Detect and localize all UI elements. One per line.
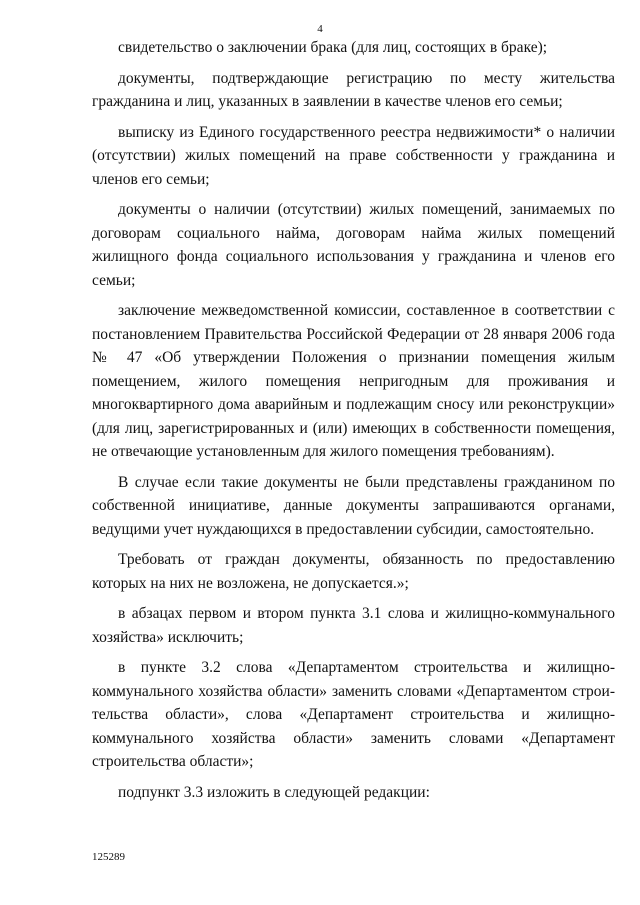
paragraph-interdepartmental-commission: заключение межведомственной комиссии, составленное в соответствии с постановлением Правительства Российской Федерации от 28 января 2006 года № 47 «Об утверждении Положения о признании помещения жилым помещением, жилого помещения непригодным для проживания и многоквартирного дома аварийным и подлежащим сносу или реконструкции» (для лиц, зарегистрированных и (или) имеющих в собственности помещения, не отвечающие установленным для жилого помещения требованиям). [92, 302, 615, 460]
paragraph-document-request: В случае если такие документы не были представлены гражданином по собственной инициативе, данные документы запрашиваются органами, ведущими учет нуждающихся в предоставлении субсидии, самостоятельно. [92, 473, 615, 538]
page-number: 4 [317, 23, 323, 35]
paragraph-registration-documents: документы, подтверждающие регистрацию по месту жительства гражданина и лиц, указанных в заявлении в качестве членов его семьи; [92, 69, 615, 110]
document-code: 125289 [92, 851, 125, 863]
paragraph-amendment-3-3: подпункт 3.3 изложить в следующей редакции: [118, 783, 430, 801]
paragraph-amendment-3-1: в абзацах первом и втором пункта 3.1 слова и жилищно-коммунального хозяйства» исключить; [92, 605, 615, 646]
paragraph-registry-extract: выписку из Единого государственного реестра недвижимости* о наличии (отсутствии) жилых помещений на праве собственности у гражданина и членов его семьи; [92, 123, 615, 188]
paragraph-marriage-certificate: свидетельство о заключении брака (для лиц, состоящих в браке); [118, 39, 548, 56]
paragraph-prohibition: Требовать от граждан документы, обязанность по предоставлению которых на них не возложена, не допускается.»; [92, 551, 615, 592]
paragraph-amendment-3-2: в пункте 3.2 слова «Департаментом строительства и жилищно-коммунального хозяйства области» заменить словами «Департаментом строительства области», слова «Департамент строительства и жилищно-коммунального хозяйства области» заменить словами «Департамент строительства области»; [92, 659, 615, 770]
document-body [92, 36, 615, 811]
paragraph-social-lease-documents: документы о наличии (отсутствии) жилых помещений, занимаемых по договорам социального найма, договорам найма жилых помещений жилищного фонда социального использования у гражданина и членов его семьи; [92, 201, 615, 289]
